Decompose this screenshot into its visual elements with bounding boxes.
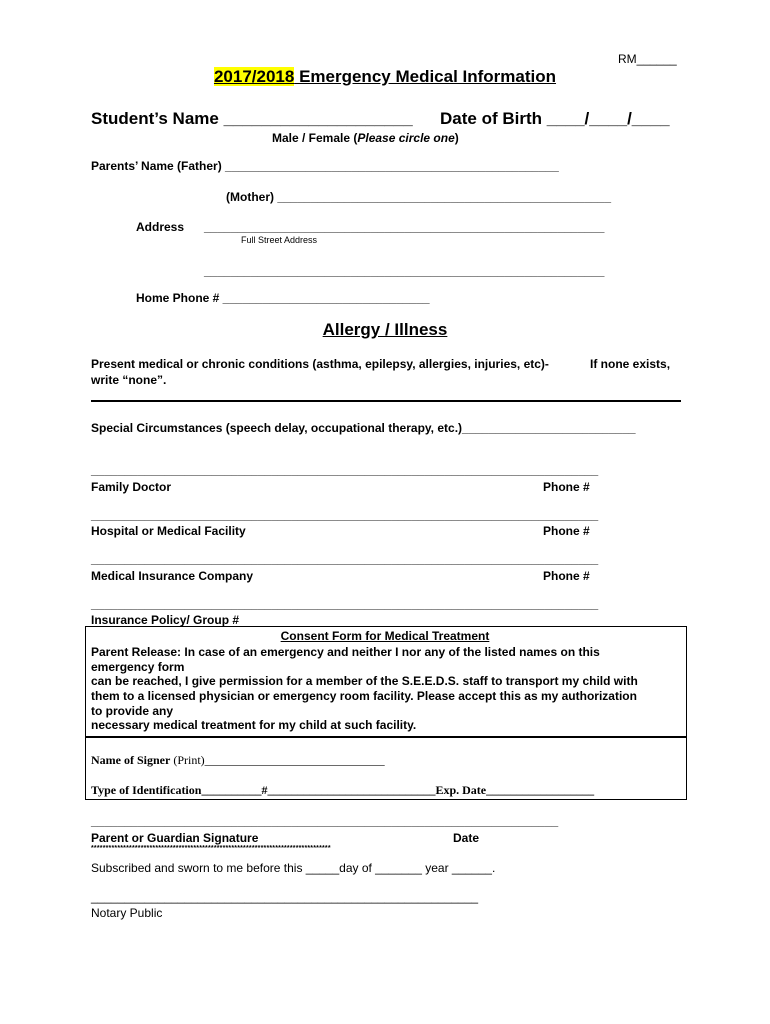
date-of-birth-field[interactable]: Date of Birth ____/____/____ — [440, 109, 670, 128]
signature-date-label: Date — [453, 831, 480, 845]
insurance-phone-label: Phone # — [543, 569, 590, 583]
address-field-line2[interactable]: ____________________________________________________________ — [204, 264, 605, 278]
rm-field: RM______ — [618, 52, 677, 66]
sex-options: Male / Female ( — [272, 131, 358, 145]
insurance-policy-label: Insurance Policy/ Group # — [91, 613, 240, 627]
signer-name-line: (Print)______________________________ — [170, 753, 385, 767]
family-doctor-label: Family Doctor — [91, 480, 172, 494]
sex-close: ) — [454, 131, 459, 145]
sworn-statement[interactable]: Subscribed and sworn to me before this _____day of _______ year ______. — [91, 861, 496, 875]
sex-instruction: Please circle one — [357, 131, 455, 145]
separator-stars: ********************************************************************************** — [91, 845, 331, 852]
home-phone-field[interactable]: Home Phone # _______________________________ — [136, 291, 430, 305]
signer-name-label: Name of Signer — [91, 753, 171, 767]
hospital-line[interactable]: ____________________________________________________________________________ — [91, 508, 599, 522]
notary-label: Notary Public — [91, 906, 163, 920]
address-field[interactable]: ____________________________________________________________ — [204, 220, 605, 234]
page-title — [0, 67, 770, 87]
family-doctor-phone-label: Phone # — [543, 480, 590, 494]
title-text: Emergency Medical Information — [294, 67, 557, 86]
conditions-answer-line[interactable] — [91, 400, 681, 402]
family-doctor-line[interactable]: ____________________________________________________________________________ — [91, 463, 599, 477]
hospital-phone-label: Phone # — [543, 524, 590, 538]
notary-line[interactable]: __________________________________________________________ — [91, 890, 479, 904]
special-circumstances-field[interactable]: Special Circumstances (speech delay, occupational therapy, etc.)__________________________ — [91, 421, 636, 435]
student-name-field[interactable]: Student’s Name ____________________ — [91, 109, 413, 128]
sex-selection[interactable] — [272, 131, 459, 145]
insurance-company-label: Medical Insurance Company — [91, 569, 254, 583]
identification-field[interactable]: Type of Identification__________#____________________________Exp. Date__________________ — [91, 783, 595, 797]
consent-text-line-3: can be reached, I give permission for a member of the S.E.E.D.S. staff to transport my child with — [91, 674, 638, 688]
address-hint: Full Street Address — [241, 235, 318, 245]
present-conditions-label: Present medical or chronic conditions (asthma, epilepsy, allergies, injuries, etc)- — [91, 357, 549, 371]
consent-title: Consent Form for Medical Treatment — [280, 629, 490, 643]
mother-name-field[interactable]: (Mother) __________________________________________________ — [226, 190, 612, 204]
policy-line[interactable]: ____________________________________________________________________________ — [91, 597, 599, 611]
hospital-label: Hospital or Medical Facility — [91, 524, 246, 538]
signature-line[interactable]: ______________________________________________________________________ — [91, 814, 559, 828]
write-none-instruction: write “none”. — [91, 373, 167, 387]
insurance-company-line[interactable]: ____________________________________________________________________________ — [91, 552, 599, 566]
consent-text-line-4: them to a licensed physician or emergency room facility. Please accept this as my authorization — [91, 689, 637, 703]
consent-text-line-6: necessary medical treatment for my child at such facility. — [91, 718, 417, 732]
none-instruction: If none exists, — [590, 357, 671, 371]
consent-text-line-1: Parent Release: In case of an emergency and neither I nor any of the listed names on this — [91, 645, 600, 659]
allergy-heading: Allergy / Illness — [322, 320, 448, 339]
signer-name-field[interactable] — [91, 753, 385, 768]
father-name-field[interactable]: Parents’ Name (Father) __________________________________________________ — [91, 159, 559, 173]
signature-label: Parent or Guardian Signature — [91, 831, 259, 845]
consent-text-line-5: to provide any — [91, 704, 174, 718]
address-label: Address — [136, 220, 185, 234]
title-year: 2017/2018 — [213, 67, 295, 86]
consent-text-line-2: emergency form — [91, 660, 185, 674]
